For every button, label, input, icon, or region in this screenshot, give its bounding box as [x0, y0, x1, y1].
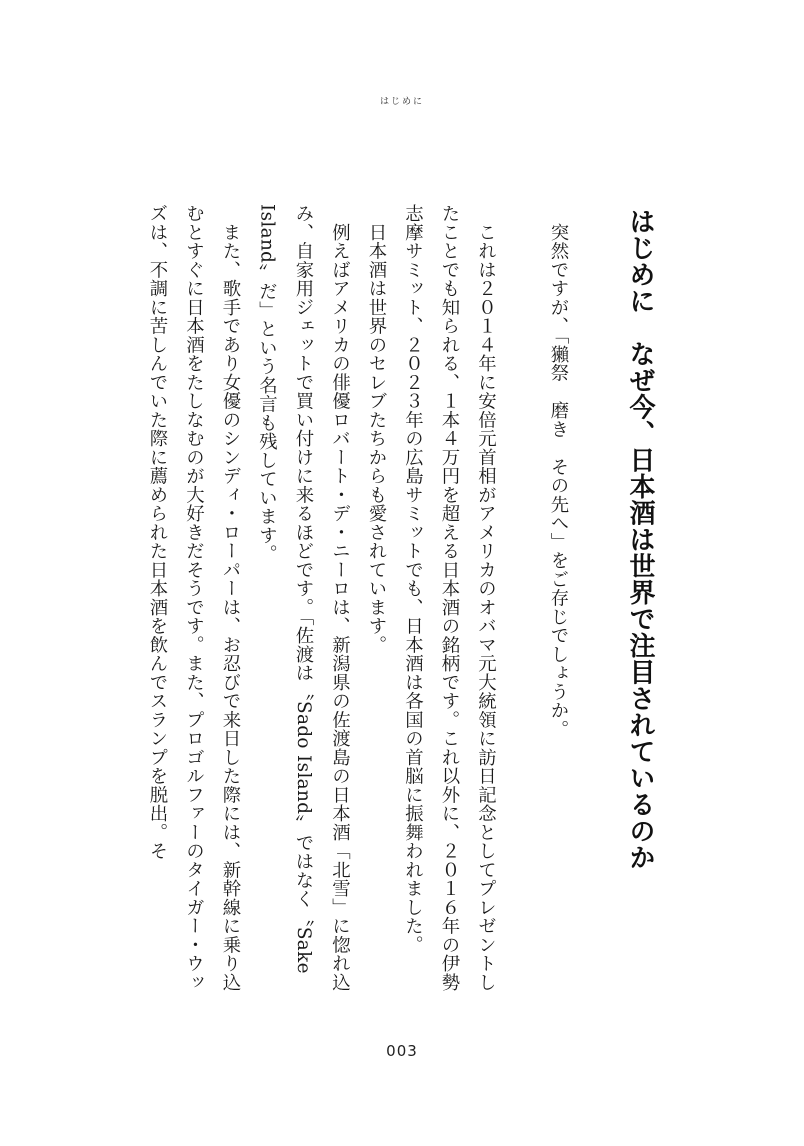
paragraph: これは２０１４年に安倍元首相がアメリカのオバマ元大統領に訪日記念としてプレゼントしたことでも知られる、１本４万円を超える日本酒の銘柄です。これ以外に、２０１６年の伊勢志摩サミット、２０２３年の広島サミットでも、日本酒は各国の首脳に振舞われました。 — [402, 204, 497, 992]
paragraph: 日本酒は世界のセレブたちからも愛されています。 — [366, 204, 387, 654]
paragraph: 突然ですが、「獺祭 磨き その先へ」をご存じでしょうか。 — [548, 204, 569, 739]
running-head: はじめに — [379, 97, 424, 107]
chapter-title: はじめに なぜ今、日本酒は世界で注目されているのか — [625, 208, 655, 871]
paragraph: また、歌手であり女優のシンディ・ローパーは、お忍びで来日した際には、新幹線に乗り込むとすぐに日本酒をたしなむのが大好きだそうです。また、プロゴルファーのタイガー・ウッズは、不調に苦しんでいた際に薦められた日本酒を飲んでスランプを脱出。そ — [147, 204, 241, 992]
paragraph: 例えばアメリカの俳優ロバート・デ・ニーロは、新潟県の佐渡島の日本酒「北雪」に惚れ込み、自家用ジェットで買い付けに来るほどです。「佐渡は〝Sado Island〟ではなく〝Sake Island〟だ」という名言も残しています。 — [256, 204, 351, 992]
page-number: 003 — [386, 1042, 418, 1060]
body-text — [106, 204, 576, 1004]
